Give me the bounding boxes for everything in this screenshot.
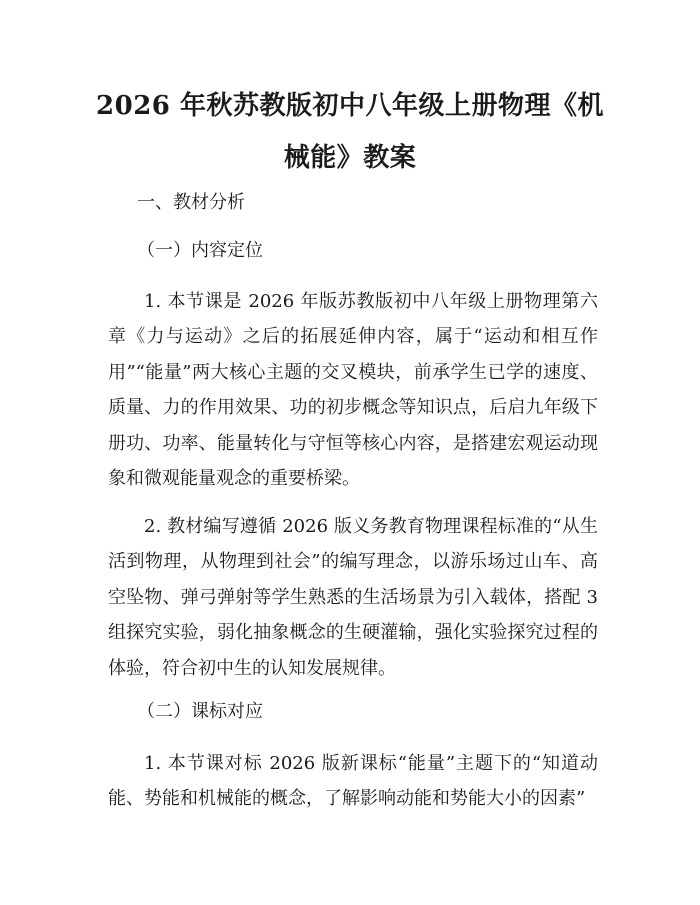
section-heading-textbook-analysis: 一、教材分析	[137, 192, 245, 213]
paragraph-curriculum-standard-1: 1. 本节课对标 2026 版新课标“能量”主题下的“知道动能、势能和机械能的概念，了解影响动能和势能大小的因素”	[108, 753, 598, 810]
subsection-heading-curriculum-standard: （二）课标对应	[137, 701, 263, 722]
document-title: 2026 年秋苏教版初中八年级上册物理《机械能》教案	[96, 91, 604, 173]
paragraph-content-positioning-1: 1. 本节课是 2026 年版苏教版初中八年级上册物理第六章《力与运动》之后的拓展延伸内容，属于“运动和相互作用”“能量”两大核心主题的交叉模块，前承学生已学的速度、质量、力的作用效果、功的初步概念等知识点，后启九年级下册功、功率、能量转化与守恒等核心内容，是搭建宏观运动现象和微观能量观念的重要桥梁。	[108, 291, 598, 490]
subsection-heading-content-positioning: （一）内容定位	[137, 240, 263, 261]
paragraph-content-positioning-2: 2. 教材编写遵循 2026 版义务教育物理课程标准的“从生活到物理，从物理到社会”的编写理念，以游乐场过山车、高空坠物、弹弓弹射等学生熟悉的生活场景为引入载体，搭配 3 组探究实验，弱化抽象概念的生硬灌输，强化实验探究过程的体验，符合初中生的认知发展规律。	[108, 516, 598, 679]
